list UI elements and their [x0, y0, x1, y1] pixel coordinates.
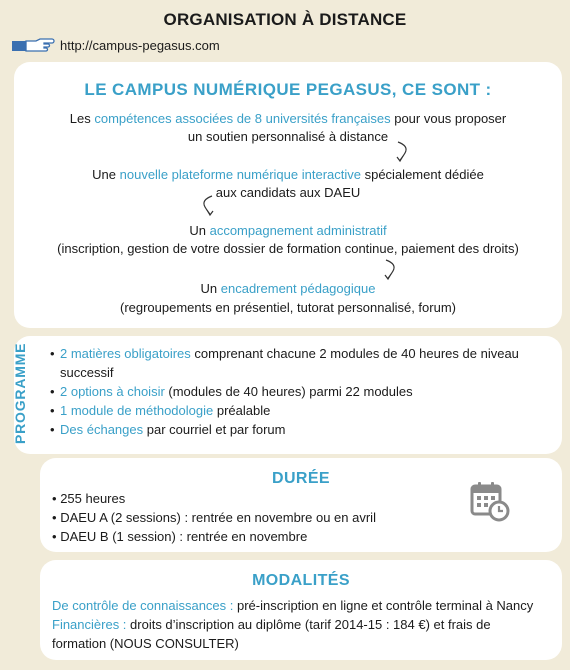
bullet: •	[50, 384, 55, 399]
campus-item-2	[14, 166, 562, 184]
list-item	[50, 401, 542, 420]
curved-arrow-icon	[394, 140, 412, 164]
campus-card	[14, 62, 562, 328]
programme-list	[50, 344, 542, 439]
campus-item-3-prefix: Un	[189, 223, 210, 238]
bullet: •	[52, 510, 57, 525]
campus-item-2-line2: aux candidats aux DAEU	[215, 185, 361, 200]
campus-item-4-line2: (regroupements en présentiel, tutorat personnalisé, forum)	[119, 300, 456, 315]
list-item	[52, 596, 546, 615]
programme-item-text: préalable	[213, 403, 271, 418]
curved-arrow-icon	[198, 194, 216, 218]
programme-label: PROGRAMME	[12, 342, 28, 444]
campus-item-1-suffix: pour vous proposer	[390, 111, 507, 126]
bullet: •	[52, 529, 57, 544]
programme-card	[14, 336, 562, 454]
campus-item-1-prefix: Les	[69, 111, 95, 126]
campus-item-4	[14, 280, 562, 298]
campus-item-2-prefix: Une	[92, 167, 120, 182]
campus-item-3-line2: (inscription, gestion de votre dossier de formation continue, paiement des droits)	[57, 241, 519, 256]
list-item	[52, 489, 376, 508]
list-item	[50, 420, 542, 439]
duree-heading: DURÉE	[271, 470, 330, 487]
modalites-item-label: De contrôle de connaissances :	[52, 598, 234, 613]
modalites-item-text: pré-inscription en ligne et contrôle terminal à Nancy	[233, 598, 534, 613]
modalites-item-text: droits d’inscription au diplôme (tarif 2014-15 : 184 €) et frais de formation (NOUS CONSULTER)	[52, 617, 491, 651]
website-link[interactable]: http://campus-pegasus.com	[60, 37, 220, 53]
campus-item-2-highlight: nouvelle plateforme numérique interactive	[119, 167, 361, 182]
duree-list	[52, 489, 376, 546]
pointing-hand-icon	[12, 38, 56, 52]
programme-item-highlight: Des échanges	[60, 422, 144, 437]
programme-item-text: (modules de 40 heures) parmi 22 modules	[164, 384, 413, 399]
list-item	[52, 615, 546, 653]
url-row	[12, 36, 220, 54]
page-title: ORGANISATION À DISTANCE	[163, 10, 407, 29]
modalites-list	[52, 596, 546, 653]
duree-card	[40, 458, 562, 552]
curved-arrow-icon	[382, 258, 400, 282]
modalites-item-label: Financières :	[52, 617, 127, 632]
campus-item-1	[14, 110, 562, 128]
campus-heading: LE CAMPUS NUMÉRIQUE PEGASUS, CE SONT :	[84, 80, 492, 99]
campus-item-2-suffix: spécialement dédiée	[360, 167, 484, 182]
programme-item-highlight: 2 matières obligatoires	[60, 346, 191, 361]
list-item	[50, 382, 542, 401]
campus-item-3	[14, 222, 562, 240]
duree-item: 255 heures	[60, 491, 126, 506]
programme-item-text: comprenant chacune 2 modules de 40 heures de niveau successif	[60, 346, 519, 380]
campus-item-4-prefix: Un	[200, 281, 221, 296]
modalites-card	[40, 560, 562, 660]
campus-item-1-highlight: compétences associées de 8 universités françaises	[94, 111, 391, 126]
bullet: •	[52, 491, 57, 506]
list-item	[52, 527, 376, 546]
campus-item-3-highlight: accompagnement administratif	[209, 223, 387, 238]
calendar-clock-icon	[470, 480, 510, 522]
list-item	[50, 344, 542, 382]
bullet: •	[50, 403, 55, 418]
programme-item-highlight: 1 module de méthodologie	[60, 403, 214, 418]
programme-item-highlight: 2 options à choisir	[60, 384, 165, 399]
bullet: •	[50, 422, 55, 437]
campus-item-1-line2: un soutien personnalisé à distance	[187, 129, 389, 144]
campus-item-4-highlight: encadrement pédagogique	[220, 281, 376, 296]
programme-item-text: par courriel et par forum	[143, 422, 286, 437]
modalites-heading: MODALITÉS	[252, 572, 350, 589]
list-item	[52, 508, 376, 527]
duree-item: DAEU A (2 sessions) : rentrée en novembre ou en avril	[60, 510, 376, 525]
bullet: •	[50, 346, 55, 361]
duree-item: DAEU B (1 session) : rentrée en novembre	[60, 529, 308, 544]
